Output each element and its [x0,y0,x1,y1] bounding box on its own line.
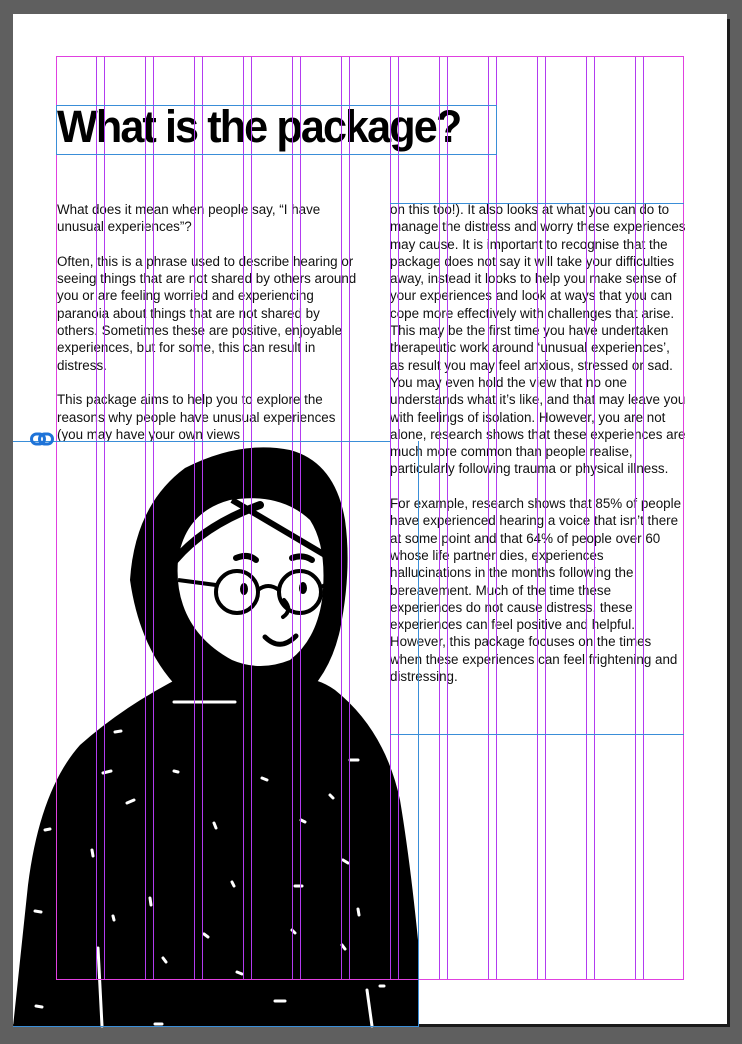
paragraph: This may be the first time you have undertaken therapeutic work around ‘unusual experiences’, as result you may feel anxious, stressed or sad. You may even hold the view that no one understands what it’s like, and that may leave you with feelings of isolation. However, you are not alone, research shows that these experiences are much more common than people realise, particularly following trauma or physical illness. [390,323,686,477]
illustration-body [13,447,418,1027]
paragraph: For example, research shows that 85% of people have experienced hearing a voice that isn’t there at some point and that 64% of people over 60 whose life partner dies, experiences hallucinations in the months following the bereavement. Much of the time these experiences do not cause distress, these experiences can feel positive and helpful. However, this package focuses on the times when these experiences can feel frightening and distressing. [390,496,682,685]
paragraph: This package aims to help you to explore the reasons why people have unusual experiences (you may have your own views [57,392,336,442]
text-frame-left[interactable] [57,201,357,443]
paragraph: What does it mean when people say, “I have unusual experiences”? [57,202,321,235]
paragraph: Often, this is a phrase used to describe hearing or seeing things that are not shared by others around you or are feeling worried and experiencing paranoia about things that are not shared by others. Sometimes these are positive, enjoyable experiences, but for some, this can result in distress. [57,253,357,373]
paragraph: on this too!). It also looks at what you can do to manage the distress and worry these experiences may cause. It is important to recognise that the package does not say it will take your difficulties away, instead it looks to help you make sense of your experiences and look at ways that you can cope more effectively with challenges that arise. [390,202,686,321]
page-title[interactable]: What is the package? [57,101,461,152]
link-icon[interactable] [30,432,54,446]
text-frame-right[interactable] [390,201,686,685]
